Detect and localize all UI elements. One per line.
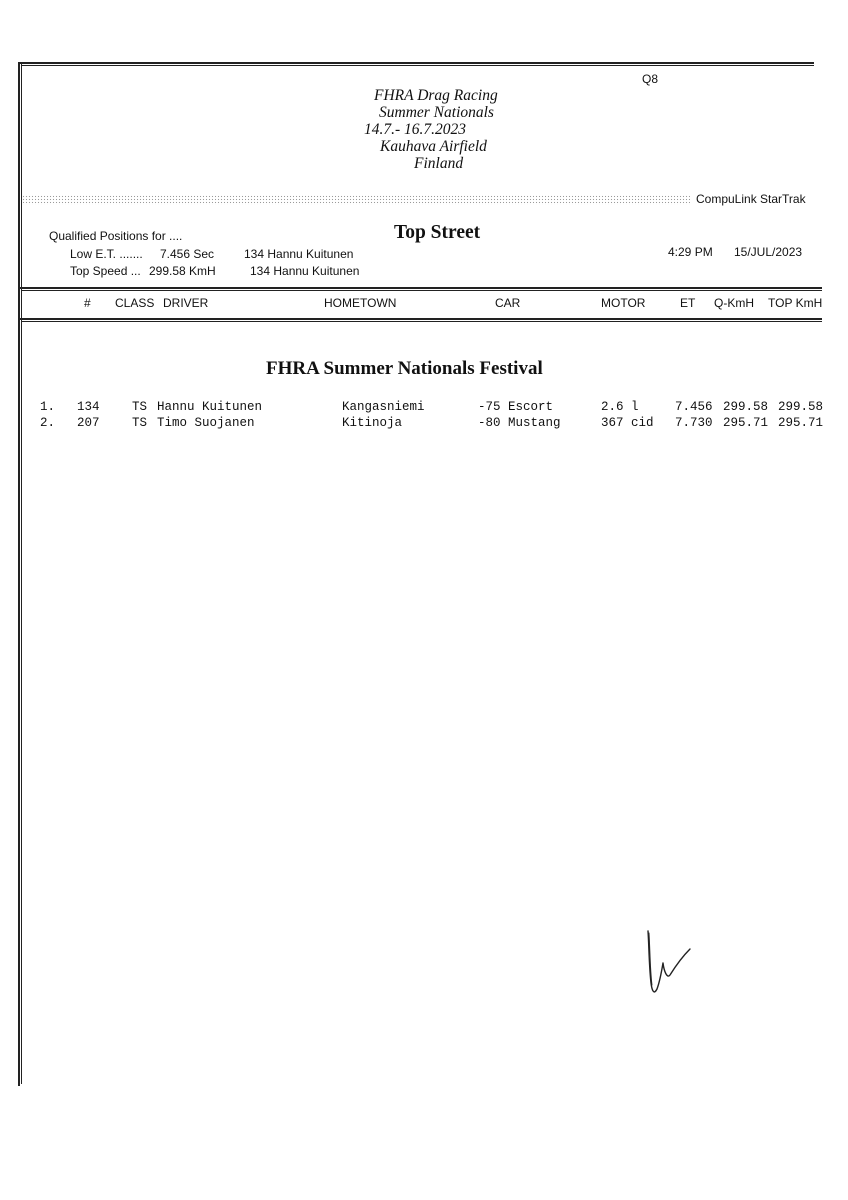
cell-number: 134 xyxy=(77,400,100,414)
col-q-kmh: Q-KmH xyxy=(714,296,754,310)
top-speed-value: 299.58 KmH xyxy=(149,264,216,278)
cell-position: 2. xyxy=(40,416,56,430)
low-et-driver: 134 Hannu Kuitunen xyxy=(244,247,354,261)
cell-number: 207 xyxy=(77,416,100,430)
section-title: FHRA Summer Nationals Festival xyxy=(266,358,543,379)
cell-hometown: Kangasniemi xyxy=(342,400,425,414)
event-title: FHRA Drag Racing xyxy=(374,87,498,104)
report-time: 4:29 PM xyxy=(668,245,713,259)
cell-car: -80 Mustang xyxy=(478,416,561,430)
report-date: 15/JUL/2023 xyxy=(734,245,803,259)
brand-label: CompuLink StarTrak xyxy=(696,192,806,206)
header-rule-bottom xyxy=(18,318,822,320)
cell-top-kmh: 295.71 xyxy=(778,416,824,430)
col-top-kmh: TOP KmH xyxy=(768,296,823,310)
qualified-heading: Qualified Positions for .... xyxy=(49,229,183,243)
event-country: Finland xyxy=(414,155,464,172)
cell-motor: 2.6 l xyxy=(601,400,639,414)
cell-motor: 367 cid xyxy=(601,416,654,430)
left-border xyxy=(18,62,20,1086)
left-border-inner xyxy=(21,64,22,1084)
col-car: CAR xyxy=(495,296,521,310)
col-hometown: HOMETOWN xyxy=(324,296,397,310)
col-number: # xyxy=(84,296,91,310)
cell-class: TS xyxy=(132,416,148,430)
event-venue: Kauhava Airfield xyxy=(380,138,487,155)
cell-driver: Hannu Kuitunen xyxy=(157,400,263,414)
header-rule-top2 xyxy=(21,290,822,291)
dotted-separator xyxy=(22,195,690,205)
cell-class: TS xyxy=(132,400,148,414)
top-border xyxy=(18,62,814,64)
page-code: Q8 xyxy=(642,72,659,86)
cell-q-kmh: 295.71 xyxy=(723,416,769,430)
top-speed-label: Top Speed ... xyxy=(70,264,141,278)
class-title: Top Street xyxy=(394,222,481,243)
signature-mark xyxy=(640,925,700,1005)
top-border-inner xyxy=(21,65,814,66)
event-dates: 14.7.- 16.7.2023 xyxy=(364,121,467,138)
low-et-value: 7.456 Sec xyxy=(160,247,215,261)
col-class: CLASS xyxy=(115,296,155,310)
event-subtitle: Summer Nationals xyxy=(379,104,494,121)
cell-driver: Timo Suojanen xyxy=(157,416,255,430)
col-et: ET xyxy=(680,296,696,310)
cell-et: 7.456 xyxy=(675,400,713,414)
cell-top-kmh: 299.58 xyxy=(778,400,824,414)
cell-hometown: Kitinoja xyxy=(342,416,403,430)
low-et-label: Low E.T. ....... xyxy=(70,247,143,261)
cell-car: -75 Escort xyxy=(478,400,554,414)
cell-q-kmh: 299.58 xyxy=(723,400,769,414)
cell-et: 7.730 xyxy=(675,416,713,430)
top-speed-driver: 134 Hannu Kuitunen xyxy=(250,264,360,278)
col-driver: DRIVER xyxy=(163,296,209,310)
col-motor: MOTOR xyxy=(601,296,646,310)
header-rule-top xyxy=(18,287,822,289)
header-rule-bottom2 xyxy=(21,321,822,322)
cell-position: 1. xyxy=(40,400,56,414)
